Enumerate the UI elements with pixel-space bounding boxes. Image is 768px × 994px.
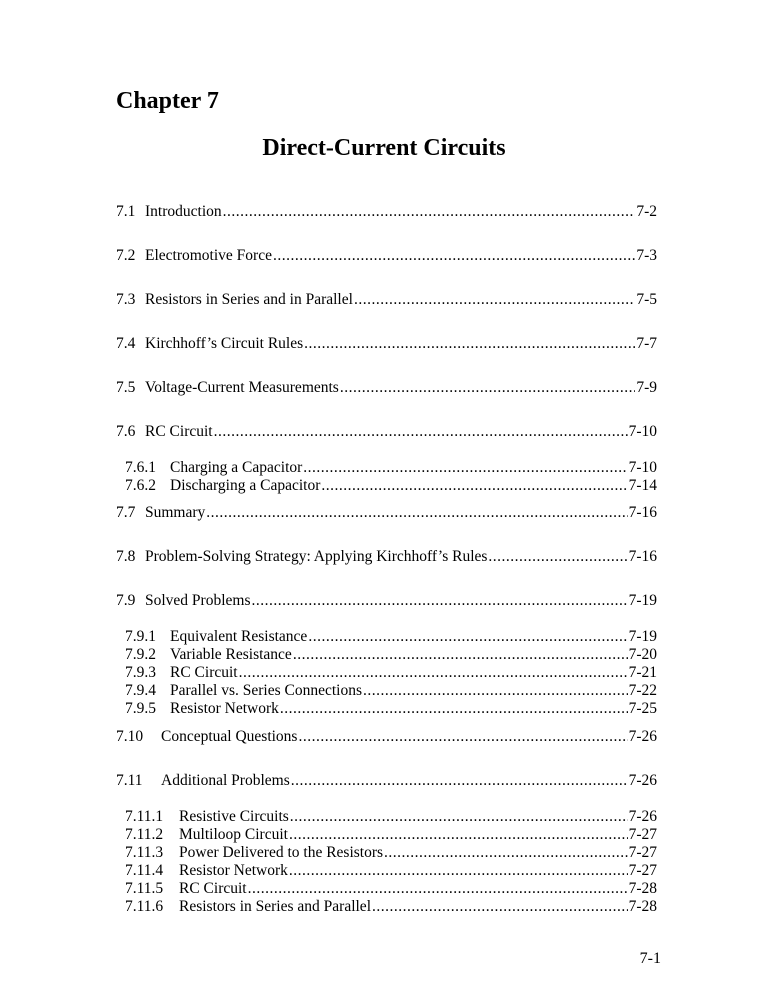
toc-entry[interactable]: [116, 379, 657, 397]
toc-entry[interactable]: [125, 477, 657, 495]
chapter-label: Chapter 7: [116, 88, 219, 114]
toc-page: 7-27: [628, 862, 657, 879]
toc-number: 7.10: [116, 728, 144, 745]
toc-page: 7-14: [628, 477, 657, 494]
toc-leader: [488, 548, 627, 566]
toc-title: Multiloop Circuit: [179, 826, 288, 843]
toc-leader: [303, 459, 627, 477]
toc-title: Solved Problems: [145, 592, 251, 609]
toc-number: 7.6.2: [125, 477, 156, 494]
toc-title: Resistor Network: [170, 700, 279, 717]
toc-title: Additional Problems: [161, 772, 290, 789]
toc-leader: [223, 203, 636, 221]
toc-number: 7.9.5: [125, 700, 156, 717]
toc-number: 7.3: [116, 291, 136, 308]
toc-number: 7.5: [116, 379, 136, 396]
toc-leader: [280, 700, 628, 718]
toc-page: 7-19: [628, 628, 657, 645]
toc-entry[interactable]: [116, 203, 657, 221]
toc-entry[interactable]: [116, 291, 657, 309]
toc-entry[interactable]: [125, 664, 657, 682]
toc-number: 7.4: [116, 335, 136, 352]
toc-number: 7.9: [116, 592, 136, 609]
toc-page: 7-9: [636, 379, 657, 396]
toc-page: 7-3: [636, 247, 657, 264]
toc-title: Kirchhoff’s Circuit Rules: [145, 335, 304, 352]
toc-entry[interactable]: [125, 880, 657, 898]
toc-leader: [363, 682, 628, 700]
toc-title: Conceptual Questions: [161, 728, 298, 745]
toc-leader: [273, 247, 635, 265]
toc-page: 7-20: [628, 646, 657, 663]
toc-page: 7-16: [628, 504, 657, 521]
toc-leader: [354, 291, 635, 309]
toc-title: Resistors in Series and in Parallel: [145, 291, 353, 308]
toc-number: 7.11.5: [125, 880, 164, 897]
toc-title: Parallel vs. Series Connections: [170, 682, 362, 699]
toc-title: Introduction: [145, 203, 222, 220]
toc-title: Electromotive Force: [145, 247, 272, 264]
toc-number: 7.11.4: [125, 862, 164, 879]
toc-leader: [252, 592, 628, 610]
toc-leader: [308, 628, 627, 646]
toc-number: 7.7: [116, 504, 136, 521]
toc-entry[interactable]: [125, 844, 657, 862]
toc-number: 7.9.1: [125, 628, 156, 645]
toc-title: RC Circuit: [145, 423, 213, 440]
toc-title: Resistors in Series and Parallel: [179, 898, 371, 915]
toc-title: Power Delivered to the Resistors: [179, 844, 384, 861]
toc-entry[interactable]: [116, 548, 657, 566]
toc-leader: [206, 504, 627, 522]
toc-title: Resistive Circuits: [179, 808, 289, 825]
toc-entry[interactable]: [125, 628, 657, 646]
toc-number: 7.11.2: [125, 826, 164, 843]
toc-number: 7.11: [116, 772, 143, 789]
toc-entry[interactable]: [125, 898, 657, 916]
toc-title: Problem-Solving Strategy: Applying Kirchhoff’s Rules: [145, 548, 488, 565]
toc-page: 7-22: [628, 682, 657, 699]
toc-page: 7-10: [628, 459, 657, 476]
toc-title: Variable Resistance: [170, 646, 292, 663]
toc-page: 7-10: [628, 423, 657, 440]
toc-leader: [289, 826, 628, 844]
toc-entry[interactable]: [125, 826, 657, 844]
toc-leader: [239, 664, 628, 682]
toc-page: 7-27: [628, 844, 657, 861]
toc-number: 7.11.3: [125, 844, 164, 861]
toc-entry[interactable]: [116, 592, 657, 610]
toc-entry[interactable]: [116, 335, 657, 353]
toc-title: Discharging a Capacitor: [170, 477, 321, 494]
toc-leader: [321, 477, 627, 495]
toc-leader: [384, 844, 628, 862]
toc-number: 7.11.6: [125, 898, 164, 915]
toc-title: Summary: [145, 504, 206, 521]
toc-leader: [293, 646, 628, 664]
toc-entry[interactable]: [116, 423, 657, 441]
toc-entry[interactable]: [125, 459, 657, 477]
toc-page: 7-16: [628, 548, 657, 565]
toc-leader: [214, 423, 628, 441]
toc-title: Equivalent Resistance: [170, 628, 308, 645]
toc-title: RC Circuit: [170, 664, 238, 681]
toc-number: 7.9.2: [125, 646, 156, 663]
page-number: 7-1: [639, 950, 661, 967]
toc-number: 7.9.3: [125, 664, 156, 681]
toc-page: 7-7: [636, 335, 657, 352]
toc-page: 7-28: [628, 880, 657, 897]
toc-page: 7-28: [628, 898, 657, 915]
toc-page: 7-26: [628, 772, 657, 789]
toc-entry[interactable]: [116, 504, 657, 522]
toc-title: Charging a Capacitor: [170, 459, 303, 476]
toc-page: 7-25: [628, 700, 657, 717]
toc-entry[interactable]: [125, 700, 657, 718]
toc-entry[interactable]: [125, 862, 657, 880]
toc-leader: [298, 728, 627, 746]
toc-page: 7-19: [628, 592, 657, 609]
toc-page: 7-21: [628, 664, 657, 681]
toc-title: Voltage-Current Measurements: [145, 379, 339, 396]
toc-number: 7.9.4: [125, 682, 156, 699]
toc-page: 7-2: [636, 203, 657, 220]
toc-leader: [291, 772, 628, 790]
toc-leader: [248, 880, 628, 898]
toc-title: Resistor Network: [179, 862, 288, 879]
toc-leader: [340, 379, 635, 397]
toc-entry[interactable]: [116, 772, 657, 790]
chapter-title: Direct-Current Circuits: [262, 135, 506, 161]
toc-number: 7.1: [116, 203, 136, 220]
toc-number: 7.2: [116, 247, 136, 264]
toc-number: 7.6.1: [125, 459, 156, 476]
toc-leader: [289, 862, 628, 880]
toc-entry[interactable]: [116, 247, 657, 265]
toc-leader: [290, 808, 628, 826]
toc-leader: [304, 335, 635, 353]
toc-entry[interactable]: [125, 646, 657, 664]
toc-title: RC Circuit: [179, 880, 247, 897]
toc-number: 7.8: [116, 548, 136, 565]
toc-entry[interactable]: [125, 682, 657, 700]
toc-page: 7-26: [628, 808, 657, 825]
toc-entry[interactable]: [125, 808, 657, 826]
toc-page: 7-5: [636, 291, 657, 308]
toc-number: 7.11.1: [125, 808, 164, 825]
toc-page: 7-26: [628, 728, 657, 745]
toc-entry[interactable]: [116, 728, 657, 746]
toc-number: 7.6: [116, 423, 136, 440]
toc-leader: [372, 898, 628, 916]
toc-page: 7-27: [628, 826, 657, 843]
